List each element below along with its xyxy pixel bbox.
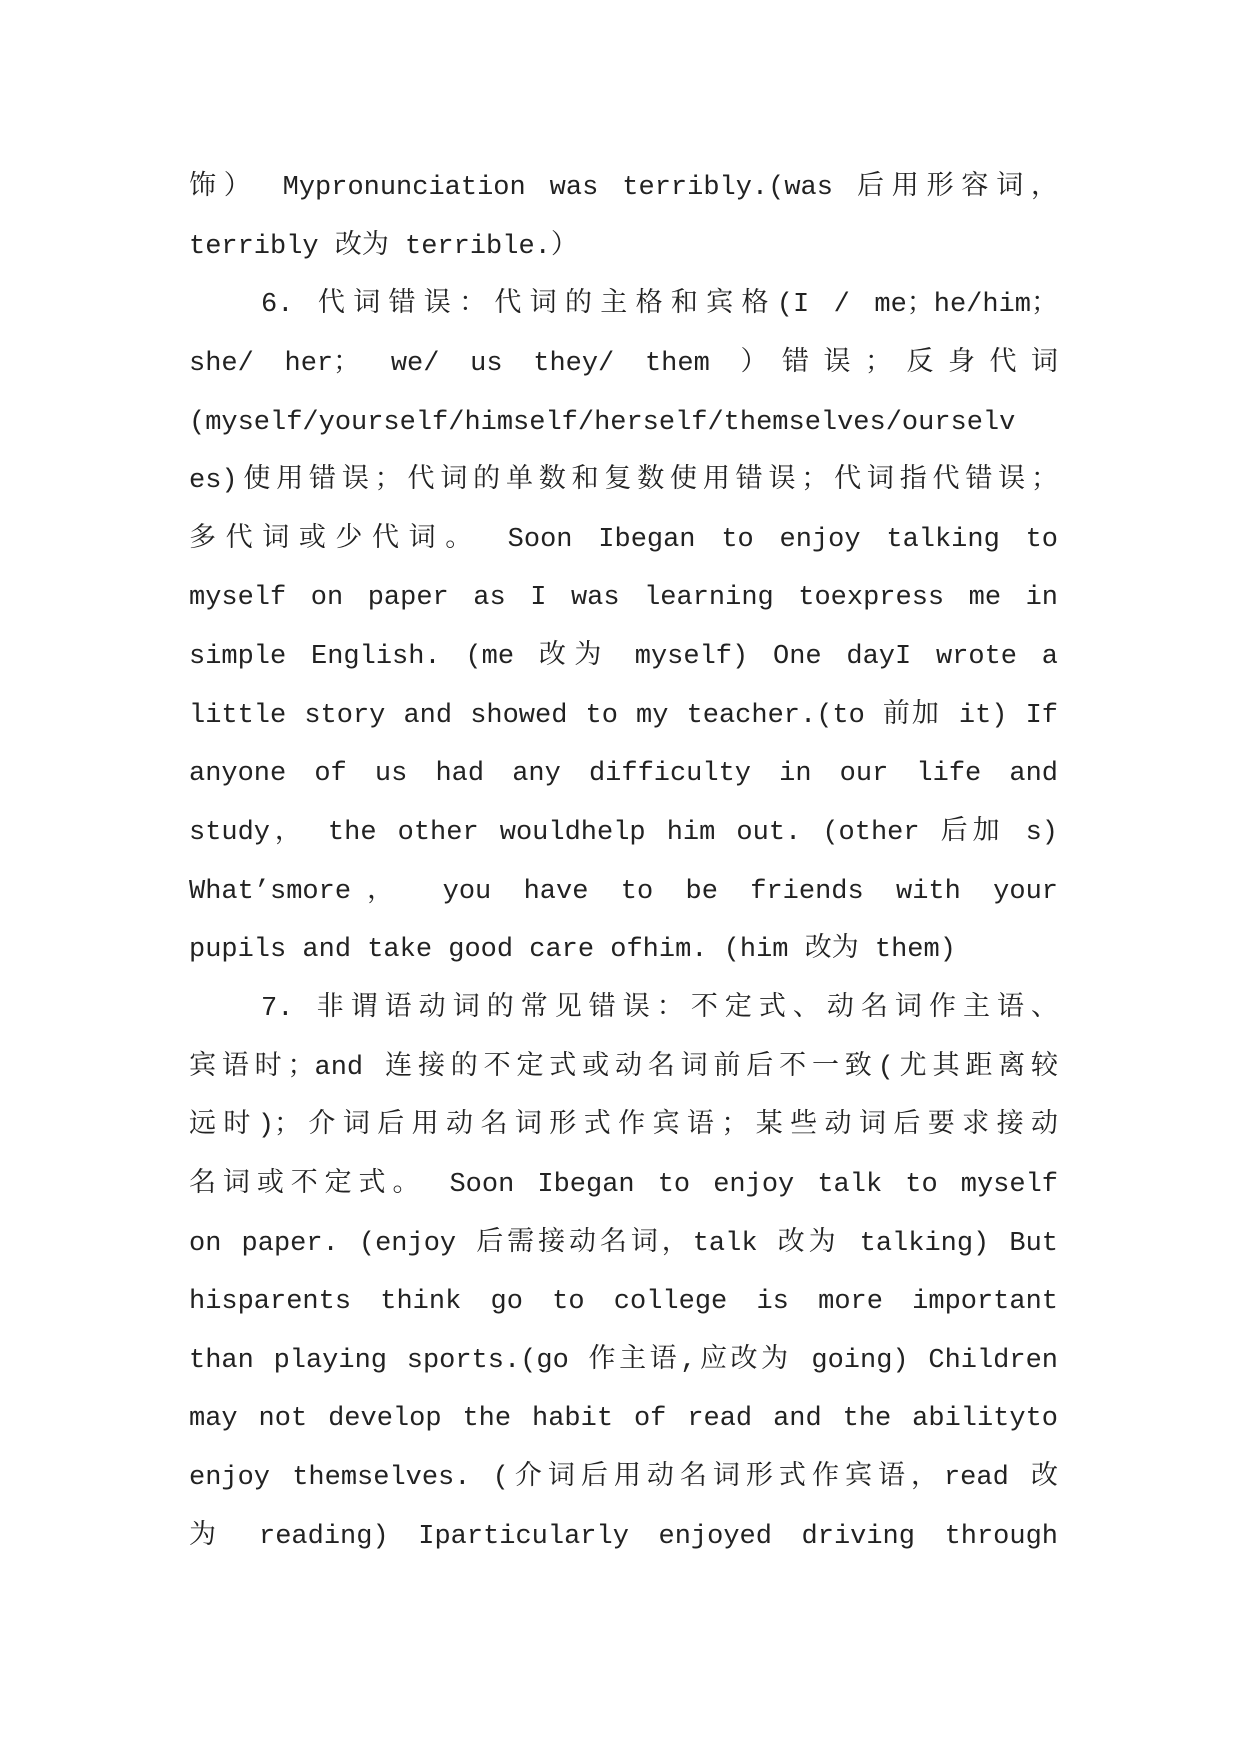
text-line: hisparents think go to college is more important xyxy=(189,1287,1058,1318)
text-line: What’smore， you have to be friends with your xyxy=(189,876,1058,907)
text-line: 名词或不定式。 Soon Ibegan to enjoy talk to myself xyxy=(189,1169,1058,1200)
text-line: 宾语时；and 连接的不定式或动名词前后不一致(尤其距离较 xyxy=(189,1052,1058,1083)
text-line: little story and showed to my teacher.(to 前加 it) If xyxy=(189,700,1058,731)
text-line: 饰） Mypronunciation was terribly.(was 后用形容词， xyxy=(189,173,1058,203)
text-line: study， the other wouldhelp him out. (other 后加 s) xyxy=(189,818,1058,849)
text-line: es)使用错误；代词的单数和复数使用错误；代词指代错误； xyxy=(189,466,1058,497)
text-line: myself on paper as I was learning toexpress me in xyxy=(189,583,1058,614)
text-line: 6. 代词错误：代词的主格和宾格(I / me；he/him； xyxy=(261,290,1058,321)
document-page xyxy=(189,159,1058,1566)
text-line: enjoy themselves. (介词后用动名词形式作宾语，read 改 xyxy=(189,1463,1058,1494)
paragraph-adjective-error-end xyxy=(189,159,1058,276)
text-line: 多代词或少代词。 Soon Ibegan to enjoy talking to xyxy=(189,524,1058,555)
text-line: simple English. (me 改为 myself) One dayI wrote a xyxy=(189,642,1058,673)
text-line: pupils and take good care ofhim. (him 改为 them) xyxy=(189,935,956,966)
text-line: she/ her； we/ us they/ them ）错误；反身代词 xyxy=(189,348,1058,379)
text-line: (myself/yourself/himself/herself/themselves/ourselv xyxy=(189,407,1016,438)
text-line: 远时)；介词后用动名词形式作宾语；某些动词后要求接动 xyxy=(189,1111,1058,1142)
text-line: terribly 改为 terrible.） xyxy=(189,231,578,262)
paragraph-nonfinite-verb-errors xyxy=(189,980,1058,1566)
paragraph-pronoun-errors xyxy=(189,276,1058,980)
text-line: than playing sports.(go 作主语,应改为 going) Children xyxy=(189,1345,1058,1376)
text-line: anyone of us had any difficulty in our life and xyxy=(189,759,1058,790)
text-line: on paper. (enjoy 后需接动名词，talk 改为 talking) But xyxy=(189,1228,1058,1259)
text-line: 为 reading) Iparticularly enjoyed driving through xyxy=(189,1521,1058,1552)
text-line: 7. 非谓语动词的常见错误：不定式、动名词作主语、 xyxy=(261,993,1058,1024)
text-line: may not develop the habit of read and the abilityto xyxy=(189,1404,1058,1435)
